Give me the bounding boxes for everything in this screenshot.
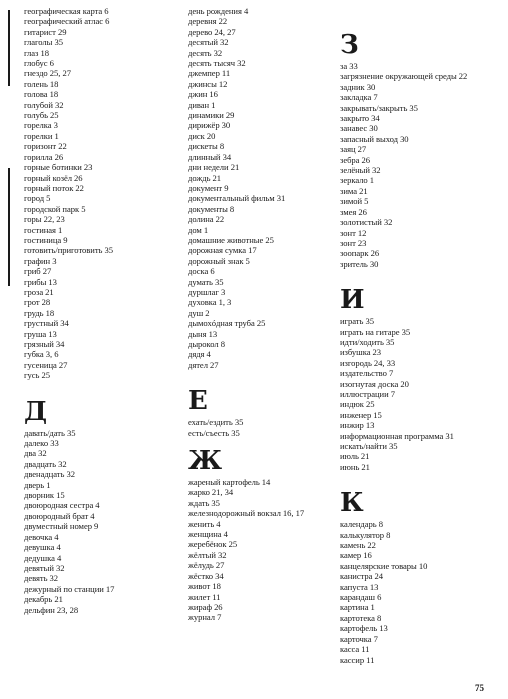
index-entry: закрывать/закрыть 35	[340, 102, 418, 113]
section-e	[188, 388, 338, 438]
index-entry: духовка 1, 3	[188, 297, 232, 308]
index-entry: камень 22	[340, 540, 376, 551]
index-entry: домашние животные 25	[188, 234, 274, 245]
index-entry: документы 8	[188, 203, 235, 214]
index-entry: жираф 26	[188, 601, 223, 612]
index-entry: голубой 32	[24, 99, 64, 110]
index-entry: дятел 27	[188, 359, 219, 370]
index-entry: дядя 4	[188, 349, 211, 360]
index-entry: дымохóдная труба 25	[188, 318, 266, 329]
index-entry: гостиная 1	[24, 224, 63, 235]
index-entry: горные ботинки 23	[24, 162, 93, 173]
index-entry: живот 18	[188, 581, 221, 592]
index-entry: женить 4	[188, 518, 221, 529]
index-entry: десять 32	[188, 47, 223, 58]
index-entry: документ 9	[188, 182, 229, 193]
index-entry: дорожная сумка 17	[188, 245, 257, 256]
index-entry: зима 21	[340, 185, 368, 196]
index-entry: гусеница 27	[24, 359, 68, 370]
index-entry: документальный фильм 31	[188, 193, 286, 204]
index-entry: дирижёр 30	[188, 120, 231, 131]
index-entry: зонт 23	[340, 237, 367, 248]
index-entry: зонт 12	[340, 227, 367, 238]
index-entry: картофель 13	[340, 623, 388, 634]
index-entry: горизонт 22	[24, 141, 67, 152]
index-entry: гитарист 29	[24, 26, 67, 37]
index-entry: гроза 21	[24, 286, 54, 297]
index-entry: голова 18	[24, 89, 59, 100]
index-entry: день рождения 4	[188, 6, 249, 16]
entries-i	[340, 316, 505, 472]
entries-d-continued	[188, 6, 338, 370]
index-entry: дыня 13	[188, 328, 218, 339]
section-letter-i: И	[340, 285, 365, 316]
index-entry: изогнутая доска 20	[340, 378, 409, 389]
index-entry: географическая карта 6	[24, 6, 109, 16]
index-entry: далеко 33	[24, 438, 59, 449]
index-entry: грот 28	[24, 297, 51, 308]
index-entry: ехать/ездить 35	[188, 417, 244, 428]
entries-z	[340, 61, 505, 269]
index-entry: длинный 34	[188, 151, 232, 162]
index-entry: женщина 4	[188, 529, 228, 540]
index-entry: девятый 32	[24, 562, 65, 573]
section-letter-d: Д	[24, 396, 48, 427]
index-entry: золотистый 32	[340, 217, 393, 228]
index-entry: джинсы 12	[188, 78, 228, 89]
entries-e	[188, 417, 338, 438]
index-entry: избушка 23	[340, 347, 382, 358]
section-letter-e: Е	[188, 386, 208, 417]
margin-rule-top	[8, 10, 10, 86]
index-entry: дверь 1	[24, 479, 51, 490]
index-entry: жёстко 34	[188, 570, 224, 581]
index-entry: глаголы 35	[24, 37, 63, 48]
index-entry: гусь 25	[24, 370, 50, 381]
index-entry: канцелярские товары 10	[340, 560, 428, 571]
index-entry: дуршлаг 3	[188, 286, 226, 297]
index-entry: картотека 8	[340, 612, 382, 623]
section-i	[340, 287, 505, 472]
index-entry: двадцать 32	[24, 458, 67, 469]
index-entry: июнь 21	[340, 461, 370, 472]
index-entry: зимой 5	[340, 196, 369, 207]
index-entry: издательство 7	[340, 368, 394, 379]
index-entry: двоюродный брат 4	[24, 510, 95, 521]
index-entry: есть/съесть 35	[188, 427, 240, 438]
index-entry: канистра 24	[340, 571, 384, 582]
index-entry: зритель 30	[340, 258, 379, 269]
index-column-1	[24, 6, 174, 615]
index-entry: город 5	[24, 193, 51, 204]
index-entry: закрыто 34	[340, 113, 380, 124]
index-entry: капуста 13	[340, 581, 379, 592]
index-entry: заяц 27	[340, 144, 367, 155]
index-entry: иллюстрации 7	[340, 388, 395, 399]
index-entry: кассир 11	[340, 654, 375, 665]
index-entry: горелки 1	[24, 130, 59, 141]
index-entry: зебра 26	[340, 154, 371, 165]
index-entry: груша 13	[24, 328, 57, 339]
index-entry: десятый 32	[188, 37, 229, 48]
index-entry: динамики 29	[188, 110, 235, 121]
index-entry: железнодорожный вокзал 16, 17	[188, 508, 305, 519]
section-letter-z: З	[340, 30, 359, 60]
index-entry: карандаш 6	[340, 592, 382, 603]
index-entry: душ 2	[188, 307, 210, 318]
index-entry: декабрь 21	[24, 594, 63, 605]
index-column-2	[188, 6, 338, 623]
index-entry: дедушка 4	[24, 552, 62, 563]
index-entry: грустный 34	[24, 318, 69, 329]
index-entry: касса 11	[340, 644, 370, 655]
page-number: 75	[475, 683, 484, 693]
index-entry: голень 18	[24, 78, 59, 89]
index-entry: инжир 13	[340, 420, 375, 431]
index-entry: журнал 7	[188, 612, 222, 623]
index-entry: графин 3	[24, 255, 57, 266]
index-entry: зоопарк 26	[340, 248, 380, 259]
index-entry: горный козёл 26	[24, 172, 83, 183]
index-entry: гриб 27	[24, 266, 52, 277]
index-entry: готовить/приготовить 35	[24, 245, 114, 256]
index-entry: доска 6	[188, 266, 215, 277]
index-entry: змея 26	[340, 206, 367, 217]
index-entry: зелёный 32	[340, 165, 381, 176]
index-entry: картина 1	[340, 602, 375, 613]
index-entry: калькулятор 8	[340, 529, 391, 540]
index-entry: дворник 15	[24, 490, 65, 501]
section-letter-k: К	[340, 488, 364, 519]
index-entry: горелка 3	[24, 120, 58, 131]
index-entry: думать 35	[188, 276, 224, 287]
index-entry: джемпер 11	[188, 68, 231, 79]
index-entry: играть на гитаре 35	[340, 326, 411, 337]
section-zh	[188, 448, 338, 623]
index-entry: давать/дать 35	[24, 427, 76, 438]
index-entry: долина 22	[188, 214, 225, 225]
index-entry: девушка 4	[24, 542, 61, 553]
index-entry: голубь 25	[24, 110, 59, 121]
index-column-3	[340, 6, 505, 665]
index-entry: закладка 7	[340, 92, 378, 103]
section-z	[340, 32, 505, 269]
index-entry: девять 32	[24, 573, 59, 584]
entries-d	[24, 428, 174, 615]
index-entry: жеребёнок 25	[188, 539, 238, 550]
index-entry: дельфин 23, 28	[24, 604, 79, 615]
index-entry: диван 1	[188, 99, 216, 110]
index-entry: изгородь 24, 33	[340, 357, 396, 368]
index-entry: запасный выход 30	[340, 133, 409, 144]
index-entry: горы 22, 23	[24, 214, 65, 225]
margin-rule-middle	[8, 168, 10, 286]
index-entry: гнездо 25, 27	[24, 68, 71, 79]
entries-k	[340, 519, 505, 665]
index-entry: диск 20	[188, 130, 216, 141]
index-entry: дырокол 8	[188, 339, 225, 349]
index-entry: грудь 18	[24, 307, 55, 318]
index-entry: десять тысяч 32	[188, 58, 246, 69]
index-entry: двуместный номер 9	[24, 521, 99, 532]
index-entry: задник 30	[340, 81, 376, 92]
index-entry: грязный 34	[24, 339, 65, 349]
section-letter-zh: Ж	[188, 446, 223, 477]
index-entry: горный поток 22	[24, 182, 84, 193]
index-entry: дискеты 8	[188, 141, 225, 152]
index-entry: ждать 35	[188, 497, 220, 508]
index-entry: искать/найти 35	[340, 441, 398, 451]
index-entry: гостиница 9	[24, 234, 68, 245]
index-entry: дорожный знак 5	[188, 255, 250, 266]
index-entry: губка 3, 6	[24, 349, 59, 360]
index-entry: джин 16	[188, 89, 218, 100]
index-entry: жёлтый 32	[188, 549, 227, 560]
index-entry: июль 21	[340, 451, 370, 462]
section-k	[340, 490, 505, 665]
index-entry: глобус 6	[24, 58, 54, 69]
index-entry: дерево 24, 27	[188, 26, 236, 37]
index-entry: двенадцать 32	[24, 469, 75, 480]
index-entry: девочка 4	[24, 531, 59, 542]
index-entry: загрязнение окружающей среды 22	[340, 71, 468, 82]
index-entry: информационная программа 31	[340, 430, 454, 441]
index-entry: камер 16	[340, 550, 372, 561]
index-entry: инженер 15	[340, 409, 382, 420]
index-entry: идти/ходить 35	[340, 336, 395, 347]
index-entry: индюк 25	[340, 399, 375, 410]
index-entry: горилла 26	[24, 151, 64, 162]
index-entry: дежурный по станции 17	[24, 583, 115, 594]
index-entry: дни недели 21	[188, 162, 240, 173]
index-entry: жёлудь 27	[188, 560, 225, 571]
index-entry: жилет 11	[188, 591, 221, 602]
index-entry: зеркало 1	[340, 175, 375, 186]
index-entry: глаз 18	[24, 47, 49, 58]
index-entry: календарь 8	[340, 519, 383, 530]
index-entry: играть 35	[340, 316, 374, 327]
index-entry: дождь 21	[188, 172, 222, 183]
index-entry: деревня 22	[188, 16, 228, 27]
entries-g	[24, 6, 174, 381]
index-entry: за 33	[340, 61, 358, 71]
index-entry: городской парк 5	[24, 203, 86, 214]
index-entry: занавес 30	[340, 123, 378, 134]
index-entry: двоюродная сестра 4	[24, 500, 100, 511]
entries-zh	[188, 477, 338, 623]
index-entry: географический атлас 6	[24, 16, 110, 27]
index-entry: жареный картофель 14	[188, 477, 271, 488]
index-entry: дом 1	[188, 224, 209, 235]
index-entry: жарко 21, 34	[188, 487, 234, 498]
section-d	[24, 396, 174, 615]
index-entry: грибы 13	[24, 276, 57, 287]
index-entry: два 32	[24, 448, 47, 459]
index-entry: карточка 7	[340, 633, 378, 644]
